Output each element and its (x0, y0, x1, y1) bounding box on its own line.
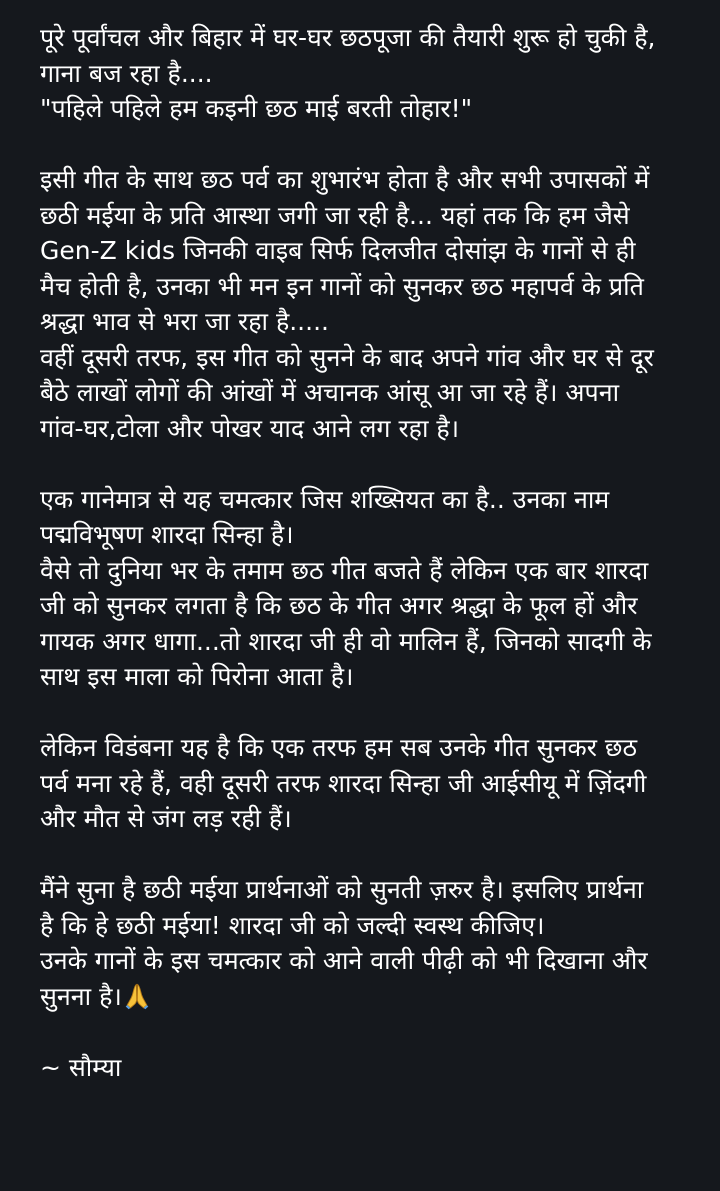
text-line: उनके गानों के इस चमत्कार को आने वाली पीढ़ी को भी दिखाना और (40, 946, 648, 975)
author-signature: ~ सौम्या (40, 1052, 122, 1082)
text-line: जी को सुनकर लगता है कि छठ के गीत अगर श्रद्धा के फूल हों और (40, 591, 638, 620)
text-line: वैसे तो दुनिया भर के तमाम छठ गीत बजते हैं लेकिन एक बार शारदा (40, 555, 649, 585)
text-line: साथ इस माला को पिरोना आता है। (40, 662, 354, 691)
text-line: मैच होती है, उनका भी मन इन गानों को सुनकर छठ महापर्व के प्रति (40, 271, 644, 301)
paragraph-song (40, 162, 698, 446)
text-line: है कि हे छठी मईया! शारदा जी को जल्दी स्वस्थ कीजिए। (40, 910, 545, 940)
text-line: "पहिले पहिले हम कइनी छठ माई बरती तोहार!" (40, 94, 473, 123)
text-line: छठी मईया के प्रति आस्था जगी जा रही है... यहां तक कि हम जैसे (40, 200, 630, 230)
text-line: एक गानेमात्र से यह चमत्कार जिस शख्सियत का है.. उनका नाम (40, 484, 610, 514)
paragraph-irony (40, 730, 698, 837)
paragraph-signature (40, 1050, 698, 1086)
text-line: लेकिन विडंबना यह है कि एक तरफ हम सब उनके गीत सुनकर छठ (40, 733, 637, 762)
text-line-with-emoji (40, 979, 698, 1015)
text-line: मैंने सुना है छठी मईया प्रार्थनाओं को सुनती ज़रुर है। इसलिए प्रार्थना (40, 875, 644, 904)
folded-hands-icon (124, 982, 150, 1010)
text-line: श्रद्धा भाव से भरा जा रहा है..... (40, 307, 329, 336)
text-line: पद्मविभूषण शारदा सिन्हा है। (40, 520, 294, 549)
text-line: बैठे लाखों लोगों की आंखों में अचानक आंसू आ जा रहे हैं। अपना (40, 378, 620, 407)
paragraph-sharda-sinha (40, 482, 698, 695)
paragraph-prayer (40, 872, 698, 1014)
text-line: और मौत से जंग लड़ रही हैं। (40, 804, 292, 833)
text-line: वहीं दूसरी तरफ, इस गीत को सुनने के बाद अपने गांव और घर से दूर (40, 342, 654, 372)
text-line: गांव-घर,टोला और पोखर याद आने लग रहा है। (40, 413, 460, 443)
text-line: पर्व मना रहे हैं, वही दूसरी तरफ शारदा सिन्हा जी आईसीयू में ज़िंदगी (40, 768, 647, 798)
text-line: गाना बज रहा है.... (40, 58, 213, 88)
text-line: पूरे पूर्वांचल और बिहार में घर-घर छठपूजा की तैयारी शुरू हो चुकी है, (40, 23, 656, 52)
text-line: इसी गीत के साथ छठ पर्व का शुभारंभ होता है और सभी उपासकों में (40, 165, 650, 194)
text-line-text: सुनना है। (40, 981, 122, 1011)
text-line: Gen-Z kids जिनकी वाइब सिर्फ दिलजीत दोसांझ के गानों से ही (40, 236, 636, 265)
paragraph-intro (40, 20, 698, 127)
text-line: गायक अगर धागा...तो शारदा जी ही वो मालिन हैं, जिनको सादगी के (40, 626, 652, 656)
